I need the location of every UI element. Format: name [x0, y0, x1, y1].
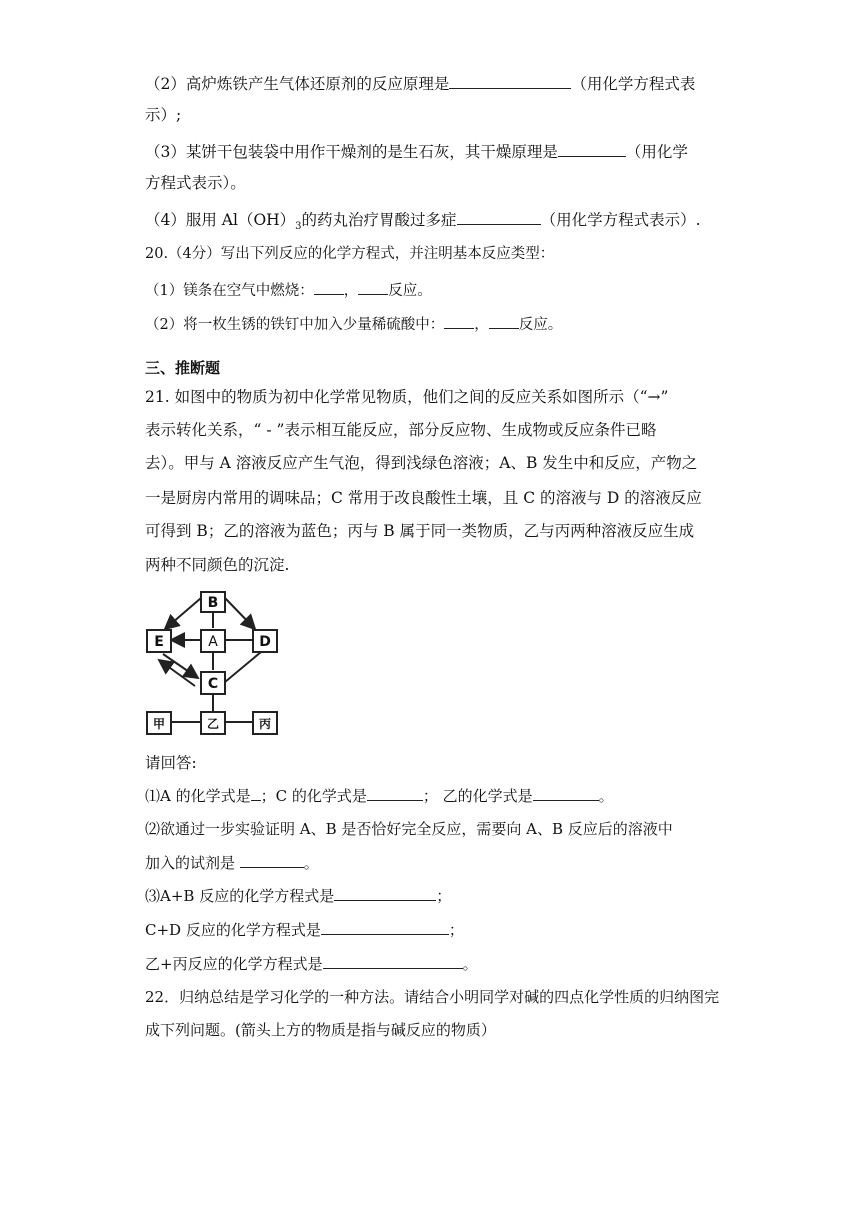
q21-answer-3a: ⑶A+B 反应的化学方程式是 ； — [145, 884, 451, 907]
node-bing-label: 丙 — [258, 717, 272, 731]
answer-blank[interactable] — [457, 208, 541, 225]
answer-blank[interactable] — [358, 278, 388, 295]
q21-answer-2-line1: ⑵欲通过一步实验证明 A、B 是否恰好完全反应，需要向 A、B 反应后的溶液中 — [145, 820, 673, 838]
q21-stem-line6: 两种不同颜色的沉淀. — [145, 556, 290, 574]
reaction-relationship-diagram — [143, 590, 283, 740]
q21-answer-1: ⑴A 的化学式是 ；C 的化学式是 ； 乙的化学式是 。 — [145, 784, 614, 807]
q22-line1: 22．归纳总结是学习化学的一种方法。请结合小明同学对碱的四点化学性质的归纳图完 — [145, 988, 720, 1006]
link-d-c — [225, 652, 261, 682]
answer-blank[interactable] — [240, 851, 304, 868]
q21-stem-line1: 21. 如图中的物质为初中化学常见物质，他们之间的反应关系如图所示（“→” — [145, 388, 669, 406]
q20-stem: 20.（4分）写出下列反应的化学方程式，并注明基本反应类型： — [145, 246, 555, 262]
answer-blank[interactable] — [533, 784, 599, 801]
q21-stem-line4: 一是厨房内常用的调味品；C 常用于改良酸性土壤，且 C 的溶液与 D 的溶液反应 — [145, 489, 702, 507]
answer-blank[interactable] — [321, 918, 449, 935]
q20-part2: （2）将一枚生锈的铁钉中加入少量稀硫酸中： ， 反应。 — [145, 312, 562, 336]
answer-blank[interactable] — [367, 784, 423, 801]
q19-part3-line2: 方程式表示）。 — [145, 174, 246, 192]
node-b-label: B — [207, 595, 219, 611]
q21-answer-2-line2: 加入的试剂是 。 — [145, 851, 319, 874]
answer-blank[interactable] — [251, 784, 261, 801]
q22-line2: 成下列问题。(箭头上方的物质是指与碱反应的物质） — [145, 1021, 496, 1039]
q21-stem-line3: 去）。甲与 A 溶液反应产生气泡，得到浅绿色溶液；A、B 发生中和反应，产物之 — [145, 454, 698, 472]
q21-stem-line2: 表示转化关系，“ - ”表示相互能反应，部分反应物、生成物或反应条件已略 — [145, 421, 657, 439]
arrow-b-to-d — [225, 598, 255, 629]
answer-blank[interactable] — [444, 312, 474, 329]
q19-part3-line1: （3）某饼干包装袋中用作干燥剂的是生石灰，其干燥原理是 （用化学 — [145, 140, 688, 163]
q21-answer-3b: C+D 反应的化学方程式是 ； — [145, 918, 464, 941]
answer-blank[interactable] — [334, 884, 436, 901]
q19-part2-line2: 示）; — [145, 106, 182, 124]
node-yi-label: 乙 — [206, 717, 220, 731]
answer-blank[interactable] — [314, 278, 344, 295]
q20-part1: （1）镁条在空气中燃烧： ， 反应。 — [145, 278, 432, 302]
q19-part4: （4）服用 $Al(OH)_3$的药丸治疗胃酸过多症 （用化学方程式表示）. — [145, 208, 701, 238]
answer-blank[interactable] — [558, 140, 626, 157]
section-heading: 三、推断题 — [145, 359, 221, 377]
q21-prompt: 请回答: — [145, 754, 197, 772]
node-e-label: E — [154, 634, 164, 650]
answer-blank[interactable] — [449, 72, 571, 89]
q21-answer-3c: 乙+丙反应的化学方程式是 。 — [145, 952, 478, 975]
node-d-label: D — [259, 634, 271, 650]
node-c-label: C — [207, 676, 219, 692]
answer-blank[interactable] — [323, 952, 463, 969]
node-a-label: A — [208, 634, 218, 650]
q21-stem-line5: 可得到 B；乙的溶液为蓝色；丙与 B 属于同一类物质，乙与丙两种溶液反应生成 — [145, 522, 695, 540]
node-jia-label: 甲 — [152, 717, 166, 731]
q19-part2-line1: （2）高炉炼铁产生气体还原剂的反应原理是 （用化学方程式表 — [145, 72, 695, 95]
arrow-b-to-e — [165, 598, 201, 629]
answer-blank[interactable] — [489, 312, 519, 329]
